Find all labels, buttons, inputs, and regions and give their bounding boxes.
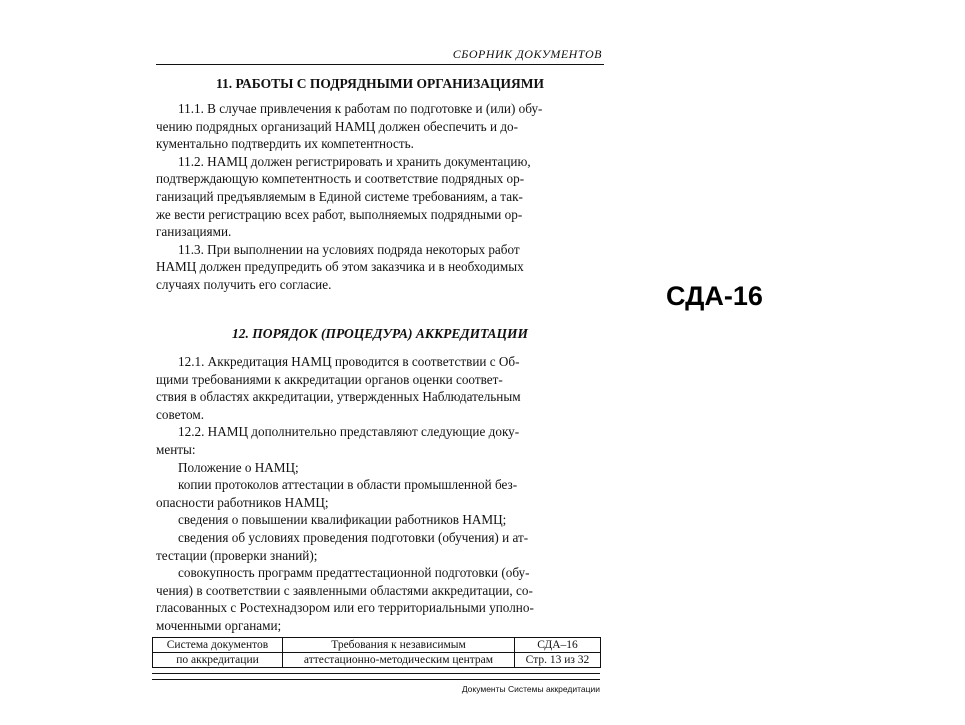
section-12-title: 12. ПОРЯДОК (ПРОЦЕДУРА) АККРЕДИТАЦИИ [231,326,529,341]
paragraph-line: 12.2. НАМЦ дополнительно представляют следующие доку- [178,424,520,440]
footer-system-cell: Система документов [153,638,283,653]
bottom-caption: Документы Системы аккредитации [461,684,600,694]
footer-page-cell: Стр. 13 из 32 [515,653,601,668]
paragraph-line: 12.1. Аккредитация НАМЦ проводится в соответствии с Об- [178,354,520,369]
paragraph-line: ганизациями. [156,224,232,240]
document-code-label: СДА-16 [666,281,763,311]
paragraph-line: менты: [156,441,196,457]
running-header: СБОРНИК ДОКУМЕНТОВ [452,47,602,61]
paragraph-line: чению подрядных организаций НАМЦ должен обеспечить и до- [156,118,519,134]
paragraph-line: гласованных с Ростехнадзором или его территориальными уполно- [156,600,534,616]
paragraph-line: 11.1. В случае привлечения к работам по подготовке и (или) обу- [178,101,543,116]
paragraph-line: подтверждающую компетентность и соответствие подрядных ор- [156,171,525,187]
paragraph-line: советом. [156,406,205,422]
footer-title-cell: Требования к независимым [283,638,515,653]
paragraph-line: случаях получить его согласие. [156,276,332,292]
paragraph-line: же вести регистрацию всех работ, выполняемых подрядными ор- [156,206,523,222]
footer-title-cell-2: аттестационно-методическим центрам [283,653,515,668]
paragraph-line: опасности работников НАМЦ; [156,494,329,510]
paragraph-line: моченными органами; [156,617,282,633]
paragraph-line: 11.3. При выполнении на условиях подряда некоторых работ [178,241,520,257]
paragraph-line: совокупность программ предаттестационной подготовки (обу- [178,565,530,581]
paragraph-line: ганизаций предъявляемым в Единой системе требованиям, а так- [156,188,523,204]
footer-table [152,637,601,668]
section-12-body [156,353,600,635]
paragraph-line: чения) в соответствии с заявленными областями аккредитации, со- [156,582,533,598]
paragraph-line: тестации (проверки знаний); [156,547,318,563]
paragraph-line: сведения о повышении квалификации работников НАМЦ; [178,512,507,528]
paragraph-line: кументально подтвердить их компетентность. [156,136,414,152]
paragraph-line: ствия в областях аккредитации, утвержденных Наблюдательным [156,389,521,405]
footer-rule [152,679,600,680]
paragraph-line: НАМЦ должен предупредить об этом заказчика и в необходимых [156,259,524,275]
footer-code-cell: СДА–16 [515,638,601,653]
paragraph-line: Положение о НАМЦ; [178,459,299,475]
footer-system-cell-2: по аккредитации [153,653,283,668]
paragraph-line: 11.2. НАМЦ должен регистрировать и хранить документацию, [178,153,531,169]
header-rule [156,64,604,65]
paragraph-line: щими требованиями к аккредитации органов оценки соответ- [156,371,503,387]
section-11-title: 11. РАБОТЫ С ПОДРЯДНЫМИ ОРГАНИЗАЦИЯМИ [216,76,544,91]
footer-rule [152,673,600,674]
paragraph-line: сведения об условиях проведения подготовки (обучения) и ат- [178,529,529,545]
scanned-document-page [152,40,608,720]
paragraph-line: копии протоколов аттестации в области промышленной без- [178,477,518,493]
section-11-body [156,100,600,294]
